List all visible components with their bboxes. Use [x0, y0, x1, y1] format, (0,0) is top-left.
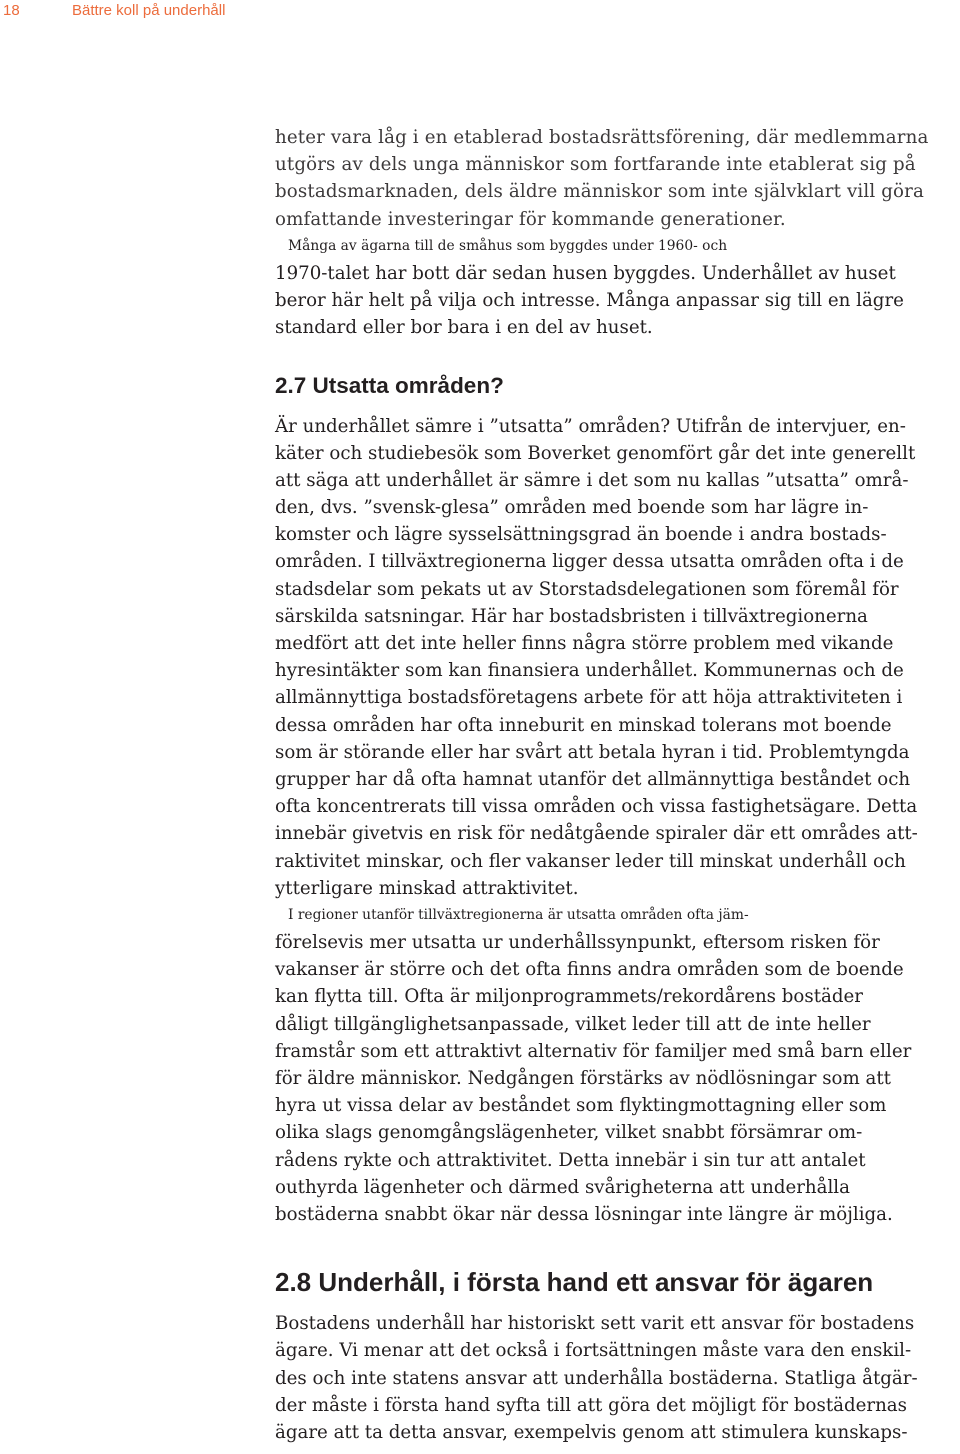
text-line: komster och lägre sysselsättningsgrad än boende i andra bostads- — [275, 524, 887, 546]
text-line: der måste i första hand syfta till att göra det möjligt för bostädernas — [275, 1394, 907, 1416]
text-line: ofta koncentrerats till vissa områden och vissa fastighetsägare. Detta — [275, 796, 918, 818]
paragraph-section-1 — [275, 124, 947, 342]
text-line: heter vara låg i en etablerad bostadsrättsförening, där medlemmarna — [275, 127, 929, 148]
paragraph-section-2 — [275, 413, 947, 1229]
text-line: ytterligare minskad attraktivitet. — [275, 877, 579, 899]
page-header — [3, 2, 225, 22]
text-line: allmännyttiga bostadsföretagens arbete för att höja attraktiviteten i — [275, 687, 903, 709]
text-line: som är störande eller har svårt att betala hyran i tid. Problemtyngda — [275, 741, 910, 763]
text-line: för äldre människor. Nedgången förstärks av nödlösningar som att — [275, 1068, 891, 1089]
text-line: raktivitet minskar, och fler vakanser leder till minskat underhåll och — [275, 850, 906, 872]
running-title: Bättre koll på underhåll — [72, 2, 226, 19]
text-line: ägare att ta detta ansvar, exempelvis genom att stimulera kunskaps- — [275, 1421, 908, 1443]
text-line: omfattande investeringar för kommande generationer. — [275, 208, 786, 230]
text-line: Är underhållet sämre i ”utsatta” områden? Utifrån de intervjuer, en- — [275, 415, 906, 437]
text-line: kan flytta till. Ofta är miljonprogrammets/rekordårens bostäder — [275, 986, 863, 1008]
text-line: ägare. Vi menar att det också i fortsättningen måste vara den enskil- — [275, 1340, 912, 1362]
text-line: dessa områden har ofta inneburit en minskad tolerans mot boende — [275, 714, 892, 736]
section-heading: 2.8 Underhåll, i första hand ett ansvar för ägaren — [275, 1267, 874, 1298]
text-line: stadsdelar som pekats ut av Storstadsdelegationen som föremål för — [275, 578, 899, 600]
text-line: att säga att underhållet är sämre i det som nu kallas ”utsatta” områ- — [275, 469, 909, 491]
text-line: hyra ut vissa delar av beståndet som flyktingmottagning eller som — [275, 1095, 887, 1117]
text-line: utgörs av dels unga människor som fortfarande inte etablerat sig på — [275, 154, 916, 176]
text-line: hyresintäkter som kan finansiera underhållet. Kommunernas och de — [275, 660, 904, 682]
section-heading: 2.7 Utsatta områden? — [275, 372, 504, 398]
paragraph-section-3 — [275, 1310, 947, 1446]
text-line: områden. I tillväxtregionerna ligger dessa utsatta områden ofta i de — [275, 551, 904, 573]
text-line: 1970-talet har bott där sedan husen byggdes. Underhållet av huset — [275, 262, 896, 284]
text-line: särskilda satsningar. Här har bostadsbristen i tillväxtregionerna — [275, 605, 868, 627]
text-line: förelsevis mer utsatta ur underhållssynpunkt, eftersom risken för — [275, 932, 880, 954]
text-line: Många av ägarna till de småhus som byggdes under 1960- och — [288, 237, 728, 254]
text-line: käter och studiebesök som Boverket genomfört går det inte generellt — [275, 442, 916, 464]
text-line: bostadsmarknaden, dels äldre människor som inte självklart vill göra — [275, 181, 924, 203]
text-line: standard eller bor bara i en del av huset. — [275, 317, 653, 339]
text-line: beror här helt på vilja och intresse. Många anpassar sig till en lägre — [275, 290, 904, 312]
text-line: Bostadens underhåll har historiskt sett varit ett ansvar för bostadens — [275, 1313, 915, 1335]
page-number: 18 — [3, 2, 20, 19]
text-line: des och inte statens ansvar att underhålla bostäderna. Statliga åtgär- — [275, 1367, 918, 1389]
text-line: olika slags genomgångslägenheter, vilket snabbt försämrar om- — [275, 1122, 863, 1144]
text-line: framstår som ett attraktivt alternativ för familjer med små barn eller — [275, 1040, 912, 1062]
text-line: medfört att det inte heller finns några större problem med vikande — [275, 633, 894, 654]
text-line: outhyrda lägenheter och därmed svårigheterna att underhålla — [275, 1176, 850, 1198]
main-content — [275, 124, 947, 1446]
text-line: I regioner utanför tillväxtregionerna är utsatta områden ofta jäm- — [288, 906, 749, 923]
text-line: den, dvs. ”svensk-glesa” områden med boende som har lägre in- — [275, 497, 869, 519]
text-line: vakanser är större och det ofta finns andra områden som de boende — [275, 959, 904, 981]
text-line: dåligt tillgänglighetsanpassade, vilket leder till att de inte heller — [275, 1013, 871, 1035]
text-line: rådens rykte och attraktivitet. Detta innebär i sin tur att antalet — [275, 1149, 866, 1171]
text-line: grupper har då ofta hamnat utanför det allmännyttiga beståndet och — [275, 768, 911, 790]
text-line: innebär givetvis en risk för nedåtgående spiraler där ett områdes att- — [275, 823, 918, 845]
text-line: bostäderna snabbt ökar när dessa lösningar inte längre är möjliga. — [275, 1203, 893, 1225]
